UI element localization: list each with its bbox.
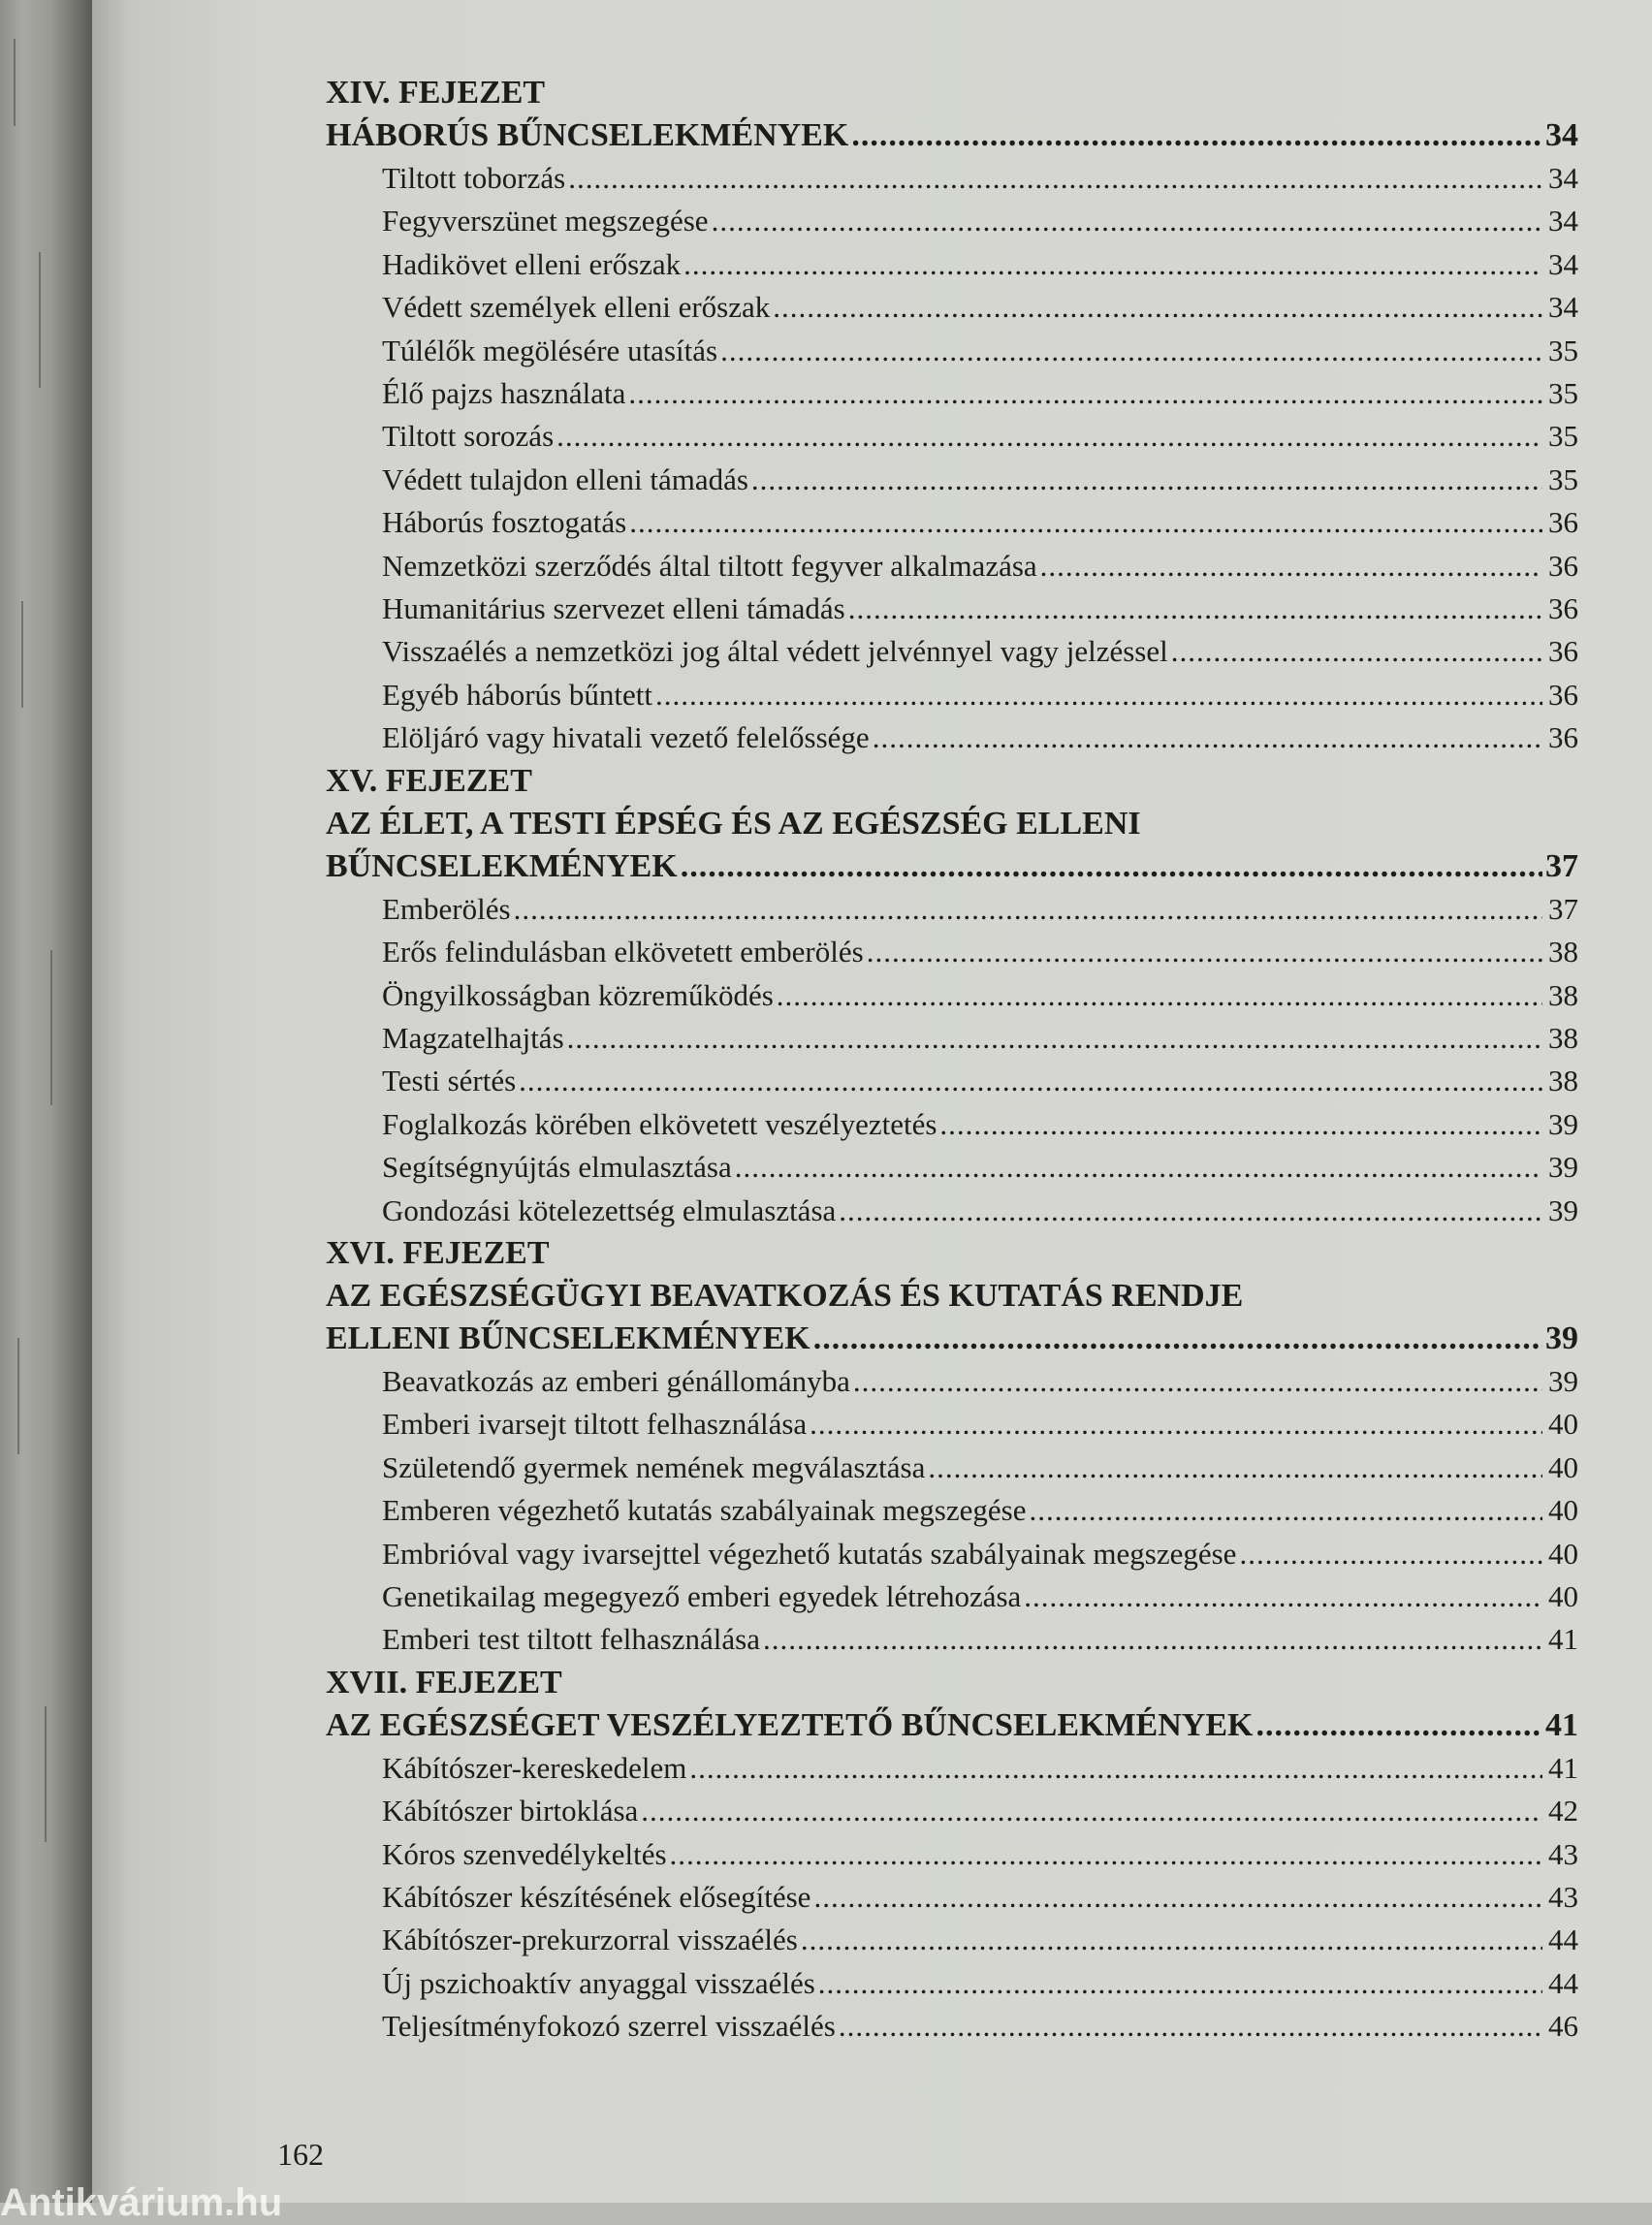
toc-entry-title: Gondozási kötelezettség elmulasztása [382,1192,837,1227]
toc-entry [326,674,1578,716]
toc-entry-title: Emberi test tiltott felhasználása [382,1622,760,1657]
dot-leader [928,1446,1542,1489]
chapter-title-line: AZ EGÉSZSÉGÜGYI BEAVATKOZÁS ÉS KUTATÁS RENDJE [326,1277,1244,1314]
toc-entry [326,1575,1578,1618]
chapter-number: XV. FEJEZET [326,762,532,799]
dot-leader [568,157,1542,200]
chapter-page-number: 41 [1545,1706,1578,1743]
dot-leader [818,1962,1542,2005]
dot-leader [712,200,1542,242]
toc-entry [326,1790,1578,1832]
toc-entry-title: Születendő gyermek nemének megválasztása [382,1449,926,1484]
dot-leader [839,2005,1542,2048]
chapter-title-row [326,845,1578,888]
dot-leader [1255,1704,1542,1747]
dot-leader [1239,1533,1542,1575]
toc-entry-page: 36 [1548,677,1578,712]
dot-leader [873,716,1542,759]
dot-leader [655,674,1542,716]
toc-entry [326,630,1578,673]
toc-entry [326,931,1578,973]
toc-entry [326,2005,1578,2048]
toc-entry-page: 34 [1548,246,1578,281]
dot-leader [735,1146,1542,1189]
toc-entry [326,545,1578,588]
toc-entry-page: 34 [1548,290,1578,325]
toc-entry [326,1833,1578,1876]
toc-entry-title: Emberi ivarsejt tiltott felhasználása [382,1407,808,1442]
dot-leader [689,1747,1542,1790]
toc-entry [326,1618,1578,1661]
toc-entry-page: 36 [1548,720,1578,755]
toc-entry-page: 35 [1548,333,1578,367]
toc-entry-title: Tiltott toborzás [382,161,566,195]
toc-entry-title: Kábítószer birtoklása [382,1794,639,1828]
chapter-page-number: 39 [1545,1319,1578,1356]
toc-entry-title: Háborús fosztogatás [382,505,627,540]
toc-entry [326,888,1578,931]
toc-entry-page: 35 [1548,376,1578,411]
dot-leader [1171,630,1542,673]
dot-leader [801,1919,1542,1961]
toc-entry-title: Erős felindulásban elkövetett emberölés [382,935,864,969]
dot-leader [514,888,1542,931]
toc-entry-page: 43 [1548,1880,1578,1914]
toc-entry [326,1446,1578,1489]
toc-entry-title: Humanitárius szervezet elleni támadás [382,591,845,626]
dot-leader [1040,545,1542,588]
spine-mark [45,1706,47,1842]
toc-entry [326,501,1578,544]
dot-leader [773,286,1542,329]
toc-entry-page: 39 [1548,1192,1578,1227]
toc-entry [326,1360,1578,1403]
toc-entry-title: Kábítószer-prekurzorral visszaélés [382,1923,798,1957]
toc-entry-page: 38 [1548,935,1578,969]
toc-entry-page: 41 [1548,1622,1578,1657]
toc-entry-title: Emberen végezhető kutatás szabályainak megszegése [382,1493,1027,1528]
toc-entry-title: Kóros szenvedélykeltés [382,1836,667,1871]
toc-entry-page: 41 [1548,1750,1578,1785]
toc-entry-page: 40 [1548,1536,1578,1571]
toc-entry [326,286,1578,329]
chapter-page-number: 37 [1545,847,1578,884]
toc-entry-page: 35 [1548,461,1578,496]
chapter-title-row [326,1318,1578,1360]
chapter-title-line: AZ ÉLET, A TESTI ÉPSÉG ÉS AZ EGÉSZSÉG ELLENI [326,805,1141,842]
toc-entry-page: 34 [1548,161,1578,195]
dot-leader [641,1790,1542,1832]
chapter-title-text: BŰNCSELEKMÉNYEK [326,847,678,884]
toc-entry-title: Visszaélés a nemzetközi jog által védett jelvénnyel vagy jelzéssel [382,634,1168,669]
dot-leader [628,372,1542,415]
toc-entry-title: Új pszichoaktív anyaggal visszaélés [382,1965,815,2000]
toc-entry-page: 40 [1548,1493,1578,1528]
toc-entry-page: 39 [1548,1150,1578,1185]
toc-entry-title: Embrióval vagy ivarsejttel végezhető kutatás szabályainak megszegése [382,1536,1237,1571]
dot-leader [848,588,1542,630]
dot-leader [519,1060,1542,1102]
spine-mark [50,950,52,1105]
toc-entry-page: 36 [1548,505,1578,540]
book-spine [0,0,92,2203]
toc-entry-page: 44 [1548,1923,1578,1957]
toc-entry-page: 38 [1548,977,1578,1012]
toc-entry-title: Genetikailag megegyező emberi egyedek létrehozása [382,1578,1022,1613]
dot-leader [810,1403,1542,1446]
dot-leader [681,845,1542,888]
toc-entry [326,415,1578,458]
chapter-title-row [326,1704,1578,1747]
toc-entry-page: 43 [1548,1836,1578,1871]
dot-leader [751,459,1542,501]
toc-entry-title: Élő pajzs használata [382,376,626,411]
toc-entry-title: Védett tulajdon elleni támadás [382,461,748,496]
dot-leader [1029,1489,1542,1532]
toc-entry-page: 38 [1548,1064,1578,1098]
toc-entry-title: Fegyverszünet megszegése [382,204,709,238]
toc-entry-page: 36 [1548,634,1578,669]
toc-entry-page: 42 [1548,1794,1578,1828]
chapter-number: XVI. FEJEZET [326,1234,550,1271]
toc-entry-title: Kábítószer-kereskedelem [382,1750,687,1785]
toc-entry-title: Teljesítményfokozó szerrel visszaélés [382,2009,836,2044]
dot-leader [867,931,1542,973]
toc-entry-page: 40 [1548,1578,1578,1613]
toc-entry [326,459,1578,501]
dot-leader [683,243,1542,286]
toc-entry-title: Testi sértés [382,1064,517,1098]
spine-mark [39,252,41,388]
watermark: Antikvárium.hu [0,2181,283,2224]
chapter-number: XIV. FEJEZET [326,75,546,111]
toc-entry-title: Emberölés [382,891,511,926]
toc-entry-page: 38 [1548,1020,1578,1055]
toc-entry [326,1190,1578,1232]
dot-leader [939,1103,1542,1146]
toc-entry-page: 34 [1548,204,1578,238]
toc-entry [326,1919,1578,1961]
dot-leader [567,1017,1542,1060]
toc-entry [326,1017,1578,1060]
toc-entry [326,716,1578,759]
spine-mark [17,1338,19,1454]
dot-leader [851,114,1542,157]
dot-leader [1024,1575,1542,1618]
toc-entry [326,1876,1578,1919]
toc-entry-page: 46 [1548,2009,1578,2044]
spine-mark [14,39,16,126]
toc-entry [326,372,1578,415]
page-number: 162 [277,2137,324,2172]
toc-entry [326,1103,1578,1146]
toc-entry-title: Túlélők megölésére utasítás [382,333,718,367]
toc-entry-page: 40 [1548,1407,1578,1442]
dot-leader [813,1876,1542,1919]
toc-entry [326,1533,1578,1575]
toc-entry-title: Segítségnyújtás elmulasztása [382,1150,732,1185]
toc-entry-page: 39 [1548,1363,1578,1398]
toc-entry-title: Beavatkozás az emberi génállományba [382,1363,850,1398]
chapter-page-number: 34 [1545,117,1578,153]
toc-entry-page: 36 [1548,591,1578,626]
toc-entry-title: Foglalkozás körében elkövetett veszélyeztetés [382,1106,937,1141]
toc-entry-title: Hadikövet elleni erőszak [382,246,682,281]
toc-entry-title: Kábítószer készítésének elősegítése [382,1880,811,1914]
toc-entry-title: Védett személyek elleni erőszak [382,290,771,325]
dot-leader [556,415,1542,458]
toc-entry-title: Nemzetközi szerződés által tiltott fegyver alkalmazása [382,548,1037,583]
toc-entry [326,330,1578,372]
toc-entry-title: Magzatelhajtás [382,1020,564,1055]
dot-leader [763,1618,1542,1661]
table-of-contents [326,72,1578,2049]
toc-entry-title: Tiltott sorozás [382,419,555,454]
toc-entry-page: 35 [1548,419,1578,454]
toc-entry [326,974,1578,1017]
dot-leader [720,330,1542,372]
dot-leader [670,1833,1542,1876]
chapter-number: XVII. FEJEZET [326,1664,562,1701]
chapter-title-text: ELLENI BŰNCSELEKMÉNYEK [326,1319,810,1356]
toc-entry-title: Elöljáró vagy hivatali vezető felelőssége [382,720,870,755]
toc-entry [326,1403,1578,1446]
toc-entry-page: 37 [1548,891,1578,926]
toc-entry-page: 39 [1548,1106,1578,1141]
chapter-title-row [326,114,1578,157]
toc-entry [326,1962,1578,2005]
toc-entry-title: Egyéb háborús bűntett [382,677,652,712]
dot-leader [777,974,1542,1017]
toc-entry [326,157,1578,200]
toc-entry-page: 40 [1548,1449,1578,1484]
chapter-title-text: AZ EGÉSZSÉGET VESZÉLYEZTETŐ BŰNCSELEKMÉNYEK [326,1706,1254,1743]
toc-entry-title: Öngyilkosságban közreműködés [382,977,774,1012]
dot-leader [839,1190,1542,1232]
dot-leader [813,1318,1542,1360]
toc-entry [326,1747,1578,1790]
chapter-title-text: HÁBORÚS BŰNCSELEKMÉNYEK [326,117,849,153]
dot-leader [629,501,1542,544]
toc-entry [326,200,1578,242]
toc-entry-page: 44 [1548,1965,1578,2000]
toc-entry [326,1146,1578,1189]
toc-entry [326,588,1578,630]
toc-entry [326,243,1578,286]
spine-mark [21,601,23,708]
toc-entry [326,1489,1578,1532]
toc-entry-page: 36 [1548,548,1578,583]
dot-leader [853,1360,1542,1403]
toc-entry [326,1060,1578,1102]
